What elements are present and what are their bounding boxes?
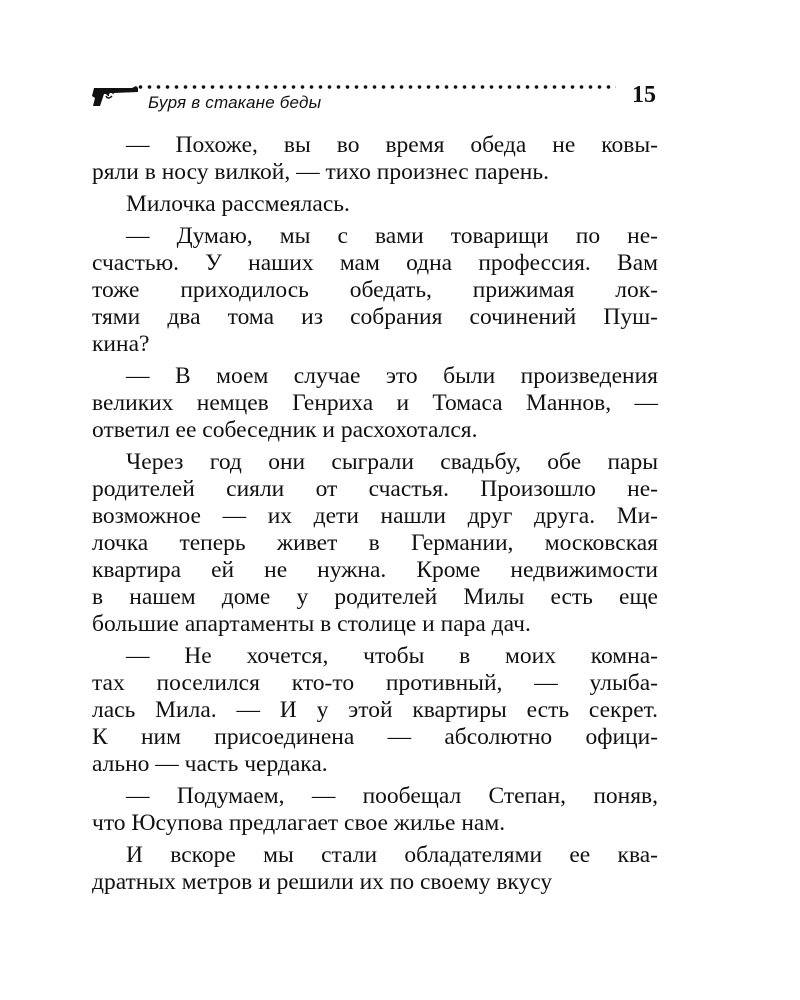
text-line: Через год они сыграли свадьбу, обе пары — [126, 449, 658, 475]
page-header — [92, 78, 662, 118]
text-line: квартира ей не нужна. Кроме недвижимости — [92, 557, 658, 583]
text-line: большие апартаменты в столице и пара дач. — [92, 611, 531, 637]
text-line: ально — часть чердака. — [92, 751, 328, 777]
text-line: — Не хочется, чтобы в моих комна- — [126, 643, 658, 669]
header-dotted-rule — [136, 84, 616, 90]
text-line: родителей сияли от счастья. Произошло не- — [92, 476, 658, 502]
text-line: тями два тома из собрания сочинений Пуш- — [92, 304, 658, 330]
text-line: тах поселился кто-то противный, — улыба- — [92, 670, 658, 696]
paragraph — [92, 363, 658, 444]
running-title: Буря в стакане беды — [148, 93, 322, 112]
paragraph — [92, 449, 658, 638]
paragraph — [92, 643, 658, 778]
text-line: ряли в носу вилкой, — тихо произнес парень. — [92, 159, 549, 185]
text-line: тоже приходилось обедать, прижимая лок- — [92, 277, 658, 303]
text-line: — Подумаем, — пообещал Степан, поняв, — [126, 783, 658, 809]
text-line: — Думаю, мы с вами товарищи по не- — [126, 223, 658, 249]
text-line: счастью. У наших мам одна профессия. Вам — [92, 250, 658, 276]
body-text — [92, 132, 658, 901]
text-line: К ним присоединена — абсолютно офици- — [92, 724, 658, 750]
text-line: возможное — их дети нашли друг друга. Ми- — [92, 503, 658, 529]
text-line: И вскоре мы стали обладателями ее ква- — [126, 842, 658, 868]
paragraph — [92, 783, 658, 837]
text-line: лась Мила. — И у этой квартиры есть секрет. — [92, 697, 658, 723]
text-line: ответил ее собеседник и расхохотался. — [92, 417, 478, 443]
text-line: великих немцев Генриха и Томаса Маннов, — — [92, 390, 658, 416]
page-number: 15 — [632, 82, 656, 108]
text-line: дратных метров и решили их по своему вкусу — [92, 869, 553, 895]
paragraph — [92, 191, 658, 218]
text-line: что Юсупова предлагает свое жилье нам. — [92, 810, 506, 836]
text-line: Милочка рассмеялась. — [126, 191, 350, 217]
paragraph — [92, 842, 658, 896]
text-line: в нашем доме у родителей Милы есть еще — [92, 584, 658, 610]
text-line: — В моем случае это были произведения — [126, 363, 658, 389]
text-line: кина? — [92, 331, 150, 357]
paragraph — [92, 132, 658, 186]
text-line: лочка теперь живет в Германии, московская — [92, 530, 658, 556]
paragraph — [92, 223, 658, 358]
revolver-icon — [92, 84, 138, 110]
text-line: — Похоже, вы во время обеда не ковы- — [126, 132, 658, 158]
